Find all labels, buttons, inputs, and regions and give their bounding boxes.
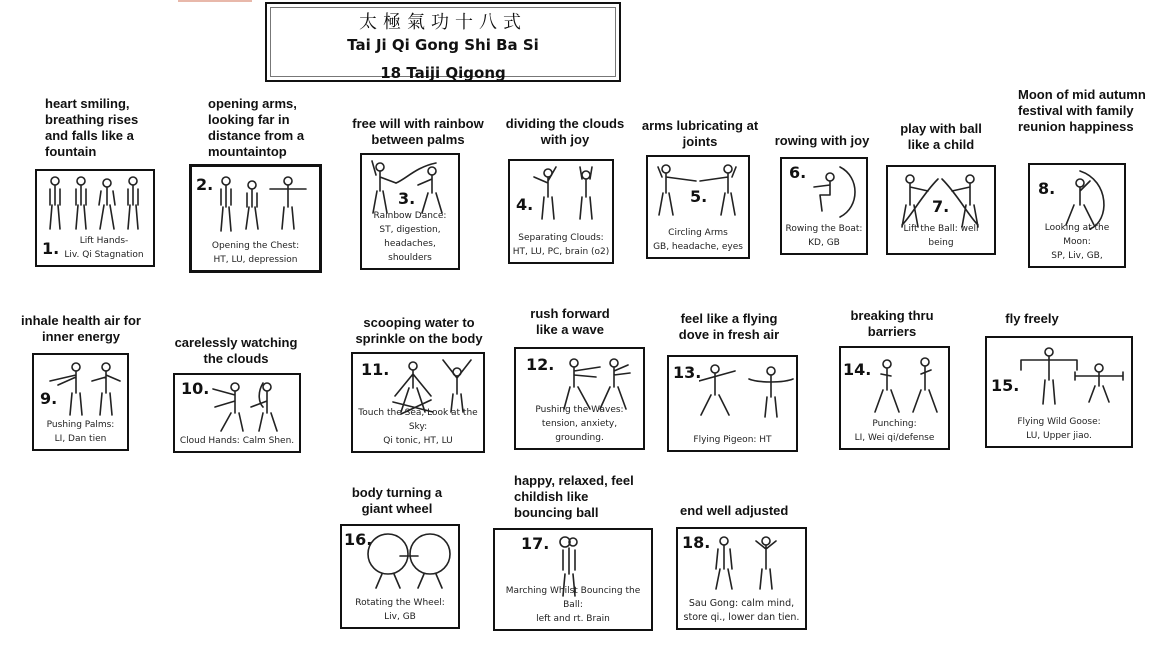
figure-illustration <box>810 163 864 221</box>
movement-card-11 <box>351 352 485 453</box>
figure-illustration <box>364 530 456 590</box>
movement-number: 9. <box>40 389 58 408</box>
decorative-line <box>178 0 252 2</box>
movement-number: 18. <box>682 533 711 552</box>
movement-number: 7. <box>932 197 950 216</box>
movement-label: Circling Arms GB, headache, eyes <box>653 228 743 252</box>
movement-label: Separating Clouds: HT, LU, PC, brain (o2) <box>512 233 610 257</box>
movement-label: Marching Whilst Bouncing the Ball: left and rt. Brain <box>505 586 641 624</box>
movement-label: Opening the Chest: HT, LU, depression <box>211 241 300 265</box>
movement-number: 17. <box>521 534 550 553</box>
movement-card-9 <box>32 353 129 451</box>
movement-number: 4. <box>516 195 534 214</box>
figure-illustration <box>46 359 126 417</box>
movement-number: 15. <box>991 376 1020 395</box>
movement-number: 3. <box>398 189 416 208</box>
movement-label: Lift Hands- Liv. Qi Stagnation <box>64 236 144 260</box>
caption-3: free will with rainbow between palms <box>352 116 484 147</box>
english-title: 18 Taiji Qigong <box>380 64 506 82</box>
movement-number: 14. <box>843 360 872 379</box>
movement-card-8 <box>1028 163 1126 268</box>
movement-label: Cloud Hands: Calm Shen. <box>179 436 295 446</box>
caption-13: feel like a flying dove in fresh air <box>678 311 780 342</box>
movement-card-10 <box>173 373 301 453</box>
movement-number: 16. <box>344 530 373 549</box>
caption-16: body turning a giant wheel <box>351 485 443 516</box>
movement-label: Flying Pigeon: HT <box>693 435 772 445</box>
chinese-title: 太極氣功十八式 <box>359 12 527 33</box>
caption-9: inhale health air for inner energy <box>21 313 141 344</box>
caption-8: Moon of mid autumn festival with family reunion happiness <box>1018 87 1146 134</box>
movement-label: Punching: LI, Wei qi/defense <box>854 419 935 443</box>
movement-label: Pushing the Waves: tension, anxiety, grounding. <box>535 405 624 443</box>
caption-18: end well adjusted <box>680 503 789 518</box>
caption-10: carelessly watching the clouds <box>174 335 298 366</box>
movement-card-18 <box>676 527 807 630</box>
figure-illustration <box>216 175 316 235</box>
caption-4: dividing the clouds with joy <box>505 116 625 147</box>
figure-illustration <box>708 533 798 593</box>
movement-card-13 <box>667 355 798 452</box>
caption-1: heart smiling, breathing rises and falls like a fountain <box>45 96 139 159</box>
caption-2: opening arms, looking far in distance from a mountaintop <box>208 96 305 159</box>
movement-card-2 <box>189 164 322 273</box>
caption-12: rush forward like a wave <box>530 306 610 337</box>
movement-label: Lift the Ball: well being <box>903 224 979 248</box>
movement-card-15 <box>985 336 1133 448</box>
caption-7: play with ball like a child <box>900 121 982 152</box>
movement-label: Pushing Palms: LI, Dan tien <box>46 420 115 444</box>
caption-17: happy, relaxed, feel childish like bouncing ball <box>514 473 634 520</box>
movement-label: Rainbow Dance: ST, digestion, headaches, shoulders <box>373 211 447 263</box>
movement-number: 10. <box>181 379 210 398</box>
caption-15: fly freely <box>1005 311 1059 326</box>
movement-card-1 <box>35 169 155 267</box>
movement-card-4 <box>508 159 614 264</box>
figure-illustration <box>41 175 151 233</box>
caption-5: arms lubricating at joints <box>641 118 759 149</box>
movement-card-12 <box>514 347 645 450</box>
movement-card-7 <box>886 165 996 255</box>
movement-label: Looking at the Moon: SP, Liv, GB, <box>1044 223 1110 261</box>
caption-11: scooping water to sprinkle on the body <box>355 315 483 346</box>
movement-number: 5. <box>690 187 708 206</box>
movement-card-16 <box>340 524 460 629</box>
movement-card-5 <box>646 155 750 259</box>
caption-14: breaking thru barriers <box>850 308 934 339</box>
figure-illustration <box>532 165 612 221</box>
movement-card-6 <box>780 157 868 255</box>
figure-illustration <box>699 361 797 423</box>
movement-number: 11. <box>361 360 390 379</box>
movement-number: 13. <box>673 363 702 382</box>
movement-card-17 <box>493 528 653 631</box>
movement-number: 12. <box>526 355 555 374</box>
figure-illustration <box>871 356 947 418</box>
movement-number: 8. <box>1038 179 1056 198</box>
movement-label: Sau Gong: calm mind, store qi., lower dan tien. <box>683 598 800 623</box>
figure-illustration <box>205 379 295 435</box>
movement-card-3 <box>360 153 460 270</box>
movement-number: 1. <box>42 239 60 258</box>
pinyin-title: Tai Ji Qi Gong Shi Ba Si <box>347 36 539 54</box>
movement-number: 6. <box>789 163 807 182</box>
figure-illustration <box>1001 344 1131 406</box>
movement-label: Rowing the Boat: KD, GB <box>785 224 863 248</box>
movement-label: Flying Wild Goose: LU, Upper jiao. <box>1017 417 1101 441</box>
movement-number: 2. <box>196 175 214 194</box>
caption-6: rowing with joy <box>774 133 870 148</box>
title-banner <box>265 2 621 82</box>
movement-label: Rotating the Wheel: Liv, GB <box>355 598 445 622</box>
movement-card-14 <box>839 346 950 450</box>
movement-label: Touch the Sea, Look at the Sky: Qi tonic, HT, LU <box>358 408 478 446</box>
